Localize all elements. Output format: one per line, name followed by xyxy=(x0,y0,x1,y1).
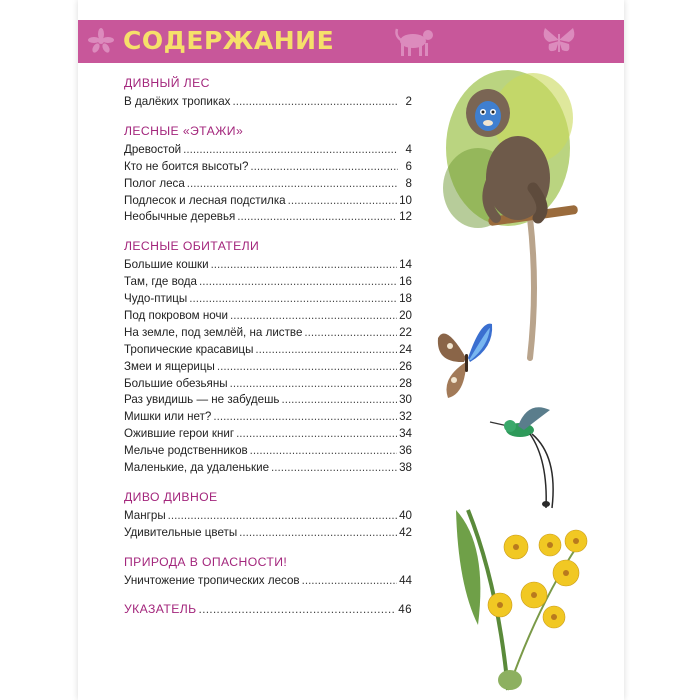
entry-label: Мельче родственников xyxy=(124,444,248,458)
entry-page: 42 xyxy=(399,525,412,539)
toc-entry[interactable] xyxy=(124,209,412,226)
entry-page: 2 xyxy=(405,95,412,108)
entry-label: Раз увидишь — не забудешь xyxy=(124,393,280,407)
toc-entry-index[interactable] xyxy=(124,601,412,618)
toc-entry[interactable] xyxy=(124,325,412,342)
toc-entry[interactable] xyxy=(124,274,412,291)
entry-page: 44 xyxy=(399,573,412,587)
butterfly-silhouette-icon xyxy=(541,24,577,58)
entry-page: 26 xyxy=(399,359,412,373)
entry-label: Необычные деревья xyxy=(124,210,236,224)
entry-label: Маленькие, да удаленькие xyxy=(124,461,270,475)
entry-page: 4 xyxy=(405,142,412,156)
index-page: 46 xyxy=(398,602,412,616)
entry-page: 14 xyxy=(399,258,412,272)
toc-entry[interactable] xyxy=(124,426,412,443)
orchid-silhouette-icon xyxy=(86,26,116,56)
entry-page: 18 xyxy=(399,292,412,306)
entry-page: 12 xyxy=(399,210,412,224)
entry-label: Там, где вода xyxy=(124,275,197,289)
entry-label: Большие обезьяны xyxy=(124,376,228,390)
entry-label: На земле, под землёй, на листве xyxy=(124,325,303,339)
butterfly-illustration xyxy=(436,318,496,402)
toc-section xyxy=(124,488,412,542)
entry-label: В далёких тропиках xyxy=(124,95,231,108)
section-title: ЛЕСНЫЕ ОБИТАТЕЛИ xyxy=(124,239,260,254)
toc-section xyxy=(124,122,412,226)
entry-page: 22 xyxy=(399,325,412,339)
entry-page: 28 xyxy=(399,376,412,390)
orchid-illustration xyxy=(448,505,598,695)
entry-label: Удивительные цветы xyxy=(124,525,238,539)
toc-entry[interactable] xyxy=(124,94,412,111)
toc-entry[interactable] xyxy=(124,342,412,359)
toc-entry[interactable] xyxy=(124,359,412,376)
index-label: УКАЗАТЕЛЬ xyxy=(124,601,197,616)
entry-page: 32 xyxy=(399,410,412,424)
entry-label: Большие кошки xyxy=(124,258,209,272)
table-of-contents xyxy=(124,74,412,628)
toc-entry[interactable] xyxy=(124,376,412,393)
section-title: ДИВО ДИВНОЕ xyxy=(124,489,218,504)
entry-page: 36 xyxy=(399,444,412,458)
entry-page: 10 xyxy=(399,193,412,207)
section-title: ДИВНЫЙ ЛЕС xyxy=(124,76,210,90)
header-bar xyxy=(78,20,624,63)
toc-section xyxy=(124,237,412,477)
toc-entry[interactable] xyxy=(124,392,412,409)
book-page xyxy=(78,0,624,700)
toc-entry[interactable] xyxy=(124,291,412,308)
hummingbird-illustration xyxy=(488,400,568,510)
section-title: ПРИРОДА В ОПАСНОСТИ! xyxy=(124,554,288,569)
entry-page: 16 xyxy=(399,275,412,289)
page-title: СОДЕРЖАНИЕ xyxy=(123,26,335,55)
toc-entry[interactable] xyxy=(124,573,412,590)
toc-entry[interactable] xyxy=(124,409,412,426)
entry-page: 6 xyxy=(405,159,412,173)
entry-label: Полог леса xyxy=(124,176,185,190)
entry-page: 24 xyxy=(399,342,412,356)
entry-page: 40 xyxy=(399,508,412,522)
entry-label: Подлесок и лесная подстилка xyxy=(124,193,286,207)
monkey-silhouette-icon xyxy=(393,26,439,58)
toc-section xyxy=(124,601,412,618)
entry-label: Уничтожение тропических лесов xyxy=(124,573,300,587)
entry-page: 8 xyxy=(405,176,412,190)
toc-entry[interactable] xyxy=(124,193,412,210)
entry-label: Мишки или нет? xyxy=(124,410,212,424)
entry-label: Тропические красавицы xyxy=(124,342,254,356)
toc-section xyxy=(124,553,412,590)
entry-page: 20 xyxy=(399,309,412,323)
toc-entry[interactable] xyxy=(124,159,412,176)
entry-label: Мангры xyxy=(124,508,166,522)
toc-entry[interactable] xyxy=(124,308,412,325)
entry-label: Чудо-птицы xyxy=(124,292,188,306)
entry-label: Ожившие герои книг xyxy=(124,427,235,441)
toc-entry[interactable] xyxy=(124,443,412,460)
toc-entry[interactable] xyxy=(124,508,412,525)
entry-label: Кто не боится высоты? xyxy=(124,159,249,173)
toc-entry[interactable] xyxy=(124,525,412,542)
section-title: ЛЕСНЫЕ «ЭТАЖИ» xyxy=(124,123,244,138)
toc-section xyxy=(124,74,412,111)
entry-page: 34 xyxy=(399,427,412,441)
toc-entry[interactable] xyxy=(124,142,412,159)
toc-entry[interactable] xyxy=(124,176,412,193)
toc-entry[interactable] xyxy=(124,257,412,274)
toc-entry[interactable] xyxy=(124,460,412,477)
entry-label: Под покровом ночи xyxy=(124,309,228,323)
entry-page: 30 xyxy=(399,393,412,407)
entry-label: Древостой xyxy=(124,142,182,156)
entry-page: 38 xyxy=(399,461,412,475)
entry-label: Змеи и ящерицы xyxy=(124,359,215,373)
